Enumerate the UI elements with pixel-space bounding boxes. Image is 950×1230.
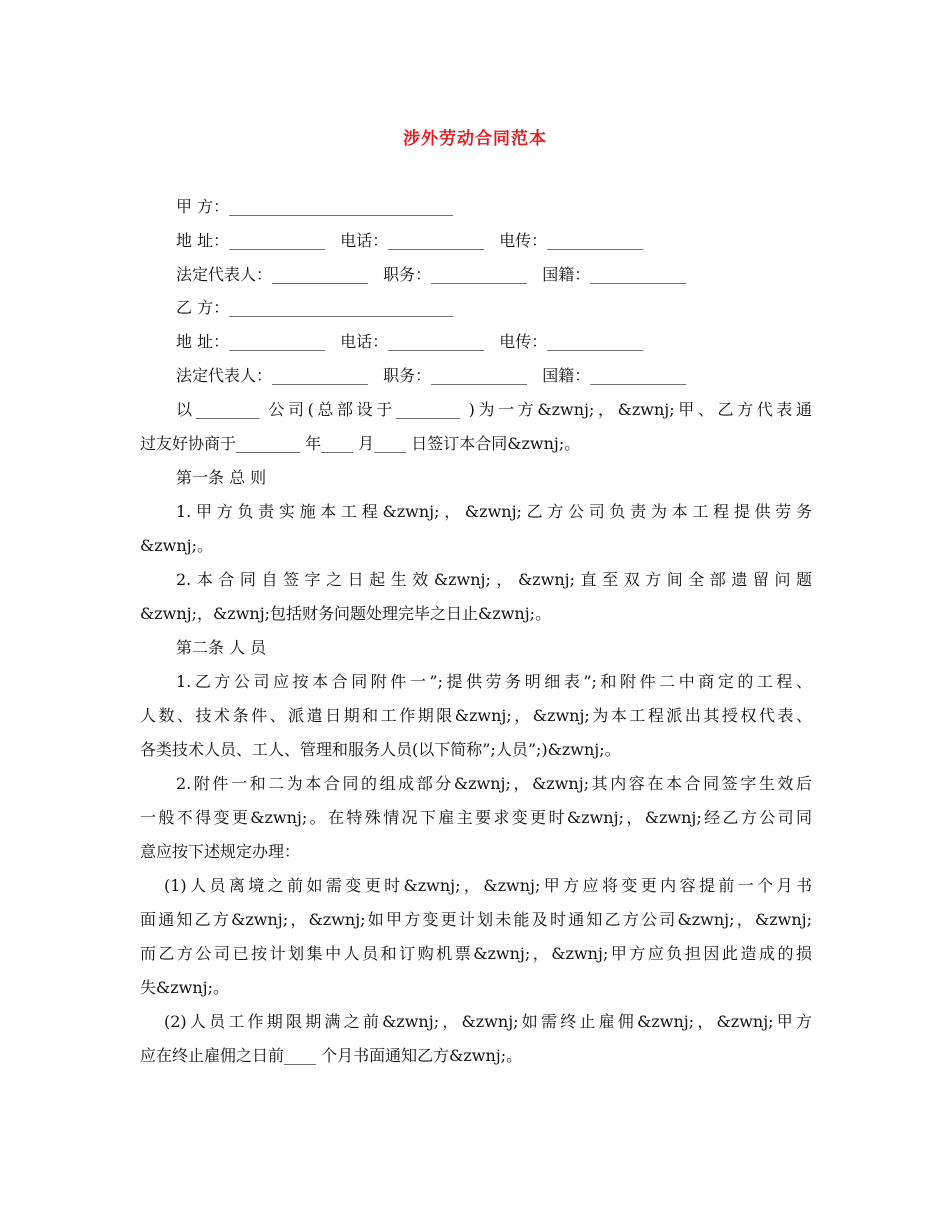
article-1-heading: 第一条 总 则 [176,468,267,487]
article-2-line: 意应按下述规定办理： [140,842,301,861]
intro-line-1: 以________ 公司(总部设于________ )为一方&zwnj;，&zwnj;甲、乙方代表通 [176,400,812,419]
article-2-line: 应在终止雇佣之日前____ 个月书面通知乙方&zwnj;。 [140,1046,523,1065]
article-1-line: &zwnj;。 [140,536,214,555]
party-b-name-line: 乙 方：____________________________ [176,298,454,317]
article-2-line: 1.乙方公司应按本合同附件一”;提供劳务明细表”;和附件二中商定的工程、 [176,672,812,691]
article-1-line: 1.甲方负责实施本工程&zwnj;，&zwnj;乙方公司负责为本工程提供劳务 [176,502,812,521]
party-b-representative: 法定代表人：____________ [176,366,369,385]
article-2-line: 各类技术人员、工人、管理和服务人员(以下简称”;人员”;)&zwnj;。 [140,740,621,759]
party-a-nationality: 国籍：____________ [542,265,687,284]
party-b-phone: 电话：____________ [340,332,485,351]
party-a-name-line: 甲 方：____________________________ [176,197,454,216]
article-2-line: 2.附件一和二为本合同的组成部分&zwnj;，&zwnj;其内容在本合同签字生效后 [176,774,812,793]
party-b-fax: 电传：____________ [499,332,644,351]
article-2-line: 而乙方公司已按计划集中人员和订购机票&zwnj;，&zwnj;甲方应负担因此造成的损 [140,944,812,963]
party-a-position: 职务：____________ [383,265,528,284]
party-b-contact-line [176,332,643,352]
party-a-fax: 电传：____________ [499,231,644,250]
article-2-line: 一般不得变更&zwnj;。在特殊情况下雇主要求变更时&zwnj;，&zwnj;经乙方公司同 [140,808,812,827]
article-2-line: 失&zwnj;。 [140,978,230,997]
party-b-address: 地 址：____________ [176,332,326,351]
article-1-line: 2.本合同自签字之日起生效&zwnj;，&zwnj;直至双方间全部遗留问题 [176,570,812,589]
party-b-rep-line [176,366,686,386]
article-2-line: (2)人员工作期限期满之前&zwnj;，&zwnj;如需终止雇佣&zwnj;，&zwnj;甲方 [164,1012,812,1031]
article-2-line: 面通知乙方&zwnj;，&zwnj;如甲方变更计划未能及时通知乙方公司&zwnj;，&zwnj; [140,910,812,929]
party-a-contact-line [176,231,643,251]
article-2-line: (1)人员离境之前如需变更时&zwnj;，&zwnj;甲方应将变更内容提前一个月书 [164,876,812,895]
intro-line-2: 过友好协商于________ 年____ 月____ 日签订本合同&zwnj;。 [140,434,581,453]
document-title: 涉外劳动合同范本 [403,129,547,149]
party-a-rep-line [176,265,686,285]
party-b-position: 职务：____________ [383,366,528,385]
party-a-phone: 电话：____________ [340,231,485,250]
article-1-line: &zwnj;，&zwnj;包括财务问题处理完毕之日止&zwnj;。 [140,604,552,623]
article-2-heading: 第二条 人 员 [176,638,267,657]
party-a-representative: 法定代表人：____________ [176,265,369,284]
party-a-address: 地 址：____________ [176,231,326,250]
article-2-line: 人数、技术条件、派遣日期和工作期限&zwnj;，&zwnj;为本工程派出其授权代表、 [140,706,812,725]
party-b-nationality: 国籍：____________ [542,366,687,385]
